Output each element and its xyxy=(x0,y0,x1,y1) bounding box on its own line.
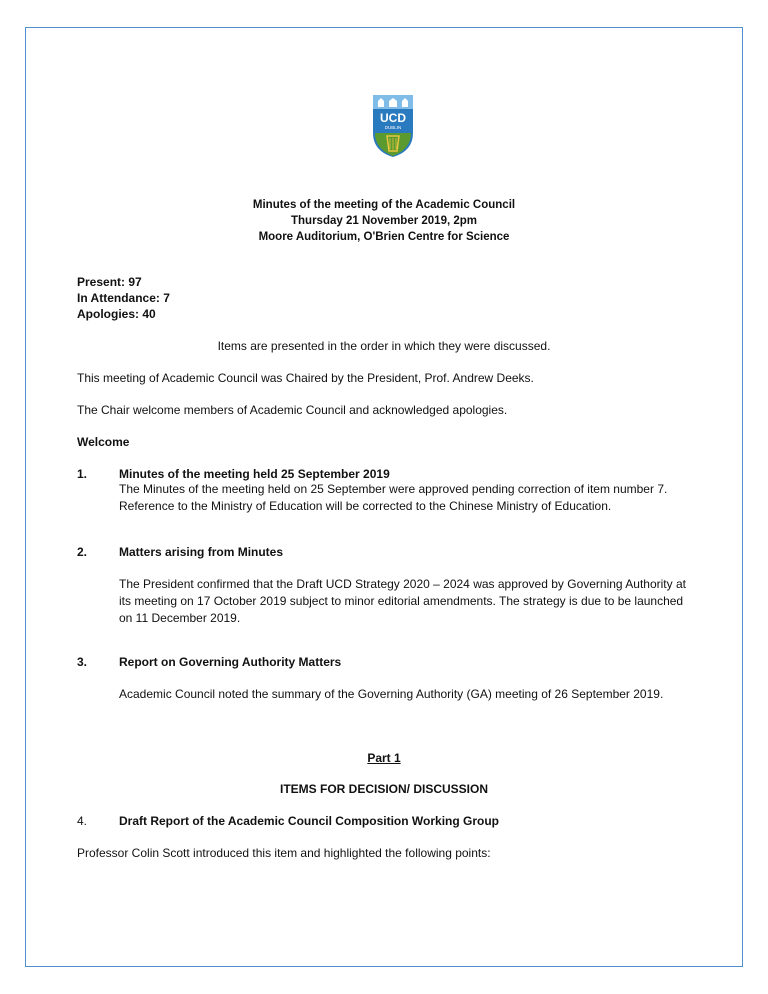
document-title xyxy=(0,197,768,245)
ucd-logo xyxy=(371,93,415,159)
in-attendance-count: In Attendance: 7 xyxy=(77,291,170,305)
apologies-count: Apologies: 40 xyxy=(77,307,156,321)
item-body: Academic Council noted the summary of the Governing Authority (GA) meeting of 26 September 2019. xyxy=(119,687,664,701)
item-number: 4. xyxy=(77,814,88,828)
order-note: Items are presented in the order in which they were discussed. xyxy=(217,339,551,353)
title-line: Minutes of the meeting of the Academic Council xyxy=(252,199,516,211)
title-date: Thursday 21 November 2019, 2pm xyxy=(291,215,477,227)
item-body: Professor Colin Scott introduced this item and highlighted the following points: xyxy=(77,846,491,860)
item-number: 1. xyxy=(77,467,88,481)
present-count: Present: 97 xyxy=(77,275,142,289)
part-heading-text: Part 1 xyxy=(367,751,401,765)
item-number: 2. xyxy=(77,545,88,559)
svg-text:UCD: UCD xyxy=(380,111,406,125)
welcome-heading: Welcome xyxy=(77,435,130,449)
svg-text:DUBLIN: DUBLIN xyxy=(384,125,402,130)
item-number: 3. xyxy=(77,655,88,669)
part-heading xyxy=(0,751,768,766)
title-venue: Moore Auditorium, O'Brien Centre for Science xyxy=(258,231,510,243)
item-body: The President confirmed that the Draft UCD Strategy 2020 – 2024 was approved by Governing Authority at its meeting on 17 October 2019 subject to minor editorial amendments. The strategy is due to be launched on 11 December 2019. xyxy=(119,577,686,625)
item-heading: Draft Report of the Academic Council Composition Working Group xyxy=(119,814,500,828)
chair-note: This meeting of Academic Council was Chaired by the President, Prof. Andrew Deeks. xyxy=(77,371,534,385)
part-subheading: ITEMS FOR DECISION/ DISCUSSION xyxy=(279,782,489,796)
welcome-note: The Chair welcome members of Academic Council and acknowledged apologies. xyxy=(77,403,508,417)
item-heading: Report on Governing Authority Matters xyxy=(119,655,342,669)
item-heading: Minutes of the meeting held 25 September 2019 xyxy=(119,467,390,481)
item-body: The Minutes of the meeting held on 25 September were approved pending correction of item number 7. Reference to the Ministry of Education will be corrected to the Chinese Ministry of Education. xyxy=(119,482,668,513)
item-heading: Matters arising from Minutes xyxy=(119,545,284,559)
